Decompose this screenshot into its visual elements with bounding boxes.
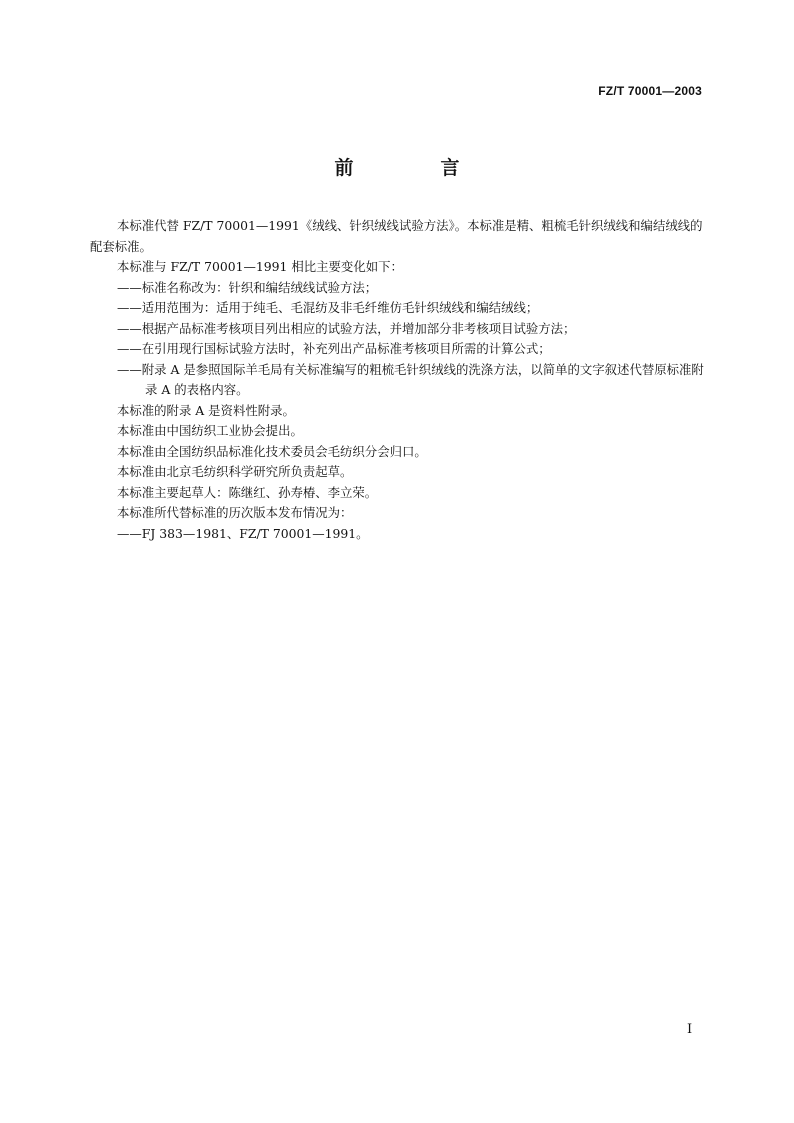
paragraph-authors: 本标准主要起草人：陈继红、孙寿椿、李立荣。 [117, 484, 378, 500]
paragraph-drafter: 本标准由北京毛纺织科学研究所负责起草。 [117, 464, 353, 479]
change-item-title: ——标准名称改为：针织和编结绒线试验方法； [117, 279, 378, 295]
paragraph-annex-info: 本标准的附录 A 是资料性附录。 [117, 402, 295, 418]
paragraph-changes-intro: 本标准与 FZ/T 70001—1991 相比主要变化如下： [117, 259, 403, 274]
foreword-body [90, 216, 706, 544]
change-item-formulas: ——在引用现行国标试验方法时，补充列出产品标准考核项目所需的计算公式； [117, 341, 551, 356]
page-title: 前 言 [334, 157, 494, 179]
page-number: I [687, 1022, 693, 1037]
paragraph-replacement-statement: 本标准代替 FZ/T 70001—1991《绒线、针织绒线试验方法》。本标准是精、粗梳毛针织绒线和编结绒线的配套标准。 [90, 218, 703, 254]
paragraph-proposer: 本标准由中国纺织工业协会提出。 [117, 423, 303, 438]
history-item: ——FJ 383—1981、FZ/T 70001—1991。 [117, 525, 369, 541]
change-item-annex: ——附录 A 是参照国际羊毛局有关标准编写的粗梳毛针织绒线的洗涤方法，以简单的文字叙述代替原标准附录 A 的表格内容。 [117, 361, 704, 397]
change-item-scope: ——适用范围为：适用于纯毛、毛混纺及非毛纤维仿毛针织绒线和编结绒线； [117, 300, 539, 315]
paragraph-history-intro: 本标准所代替标准的历次版本发布情况为： [117, 505, 353, 520]
paragraph-committee: 本标准由全国纺织品标准化技术委员会毛纺织分会归口。 [117, 443, 427, 459]
document-code: FZ/T 70001—2003 [598, 84, 702, 98]
change-item-methods: ——根据产品标准考核项目列出相应的试验方法，并增加部分非考核项目试验方法； [117, 320, 576, 336]
